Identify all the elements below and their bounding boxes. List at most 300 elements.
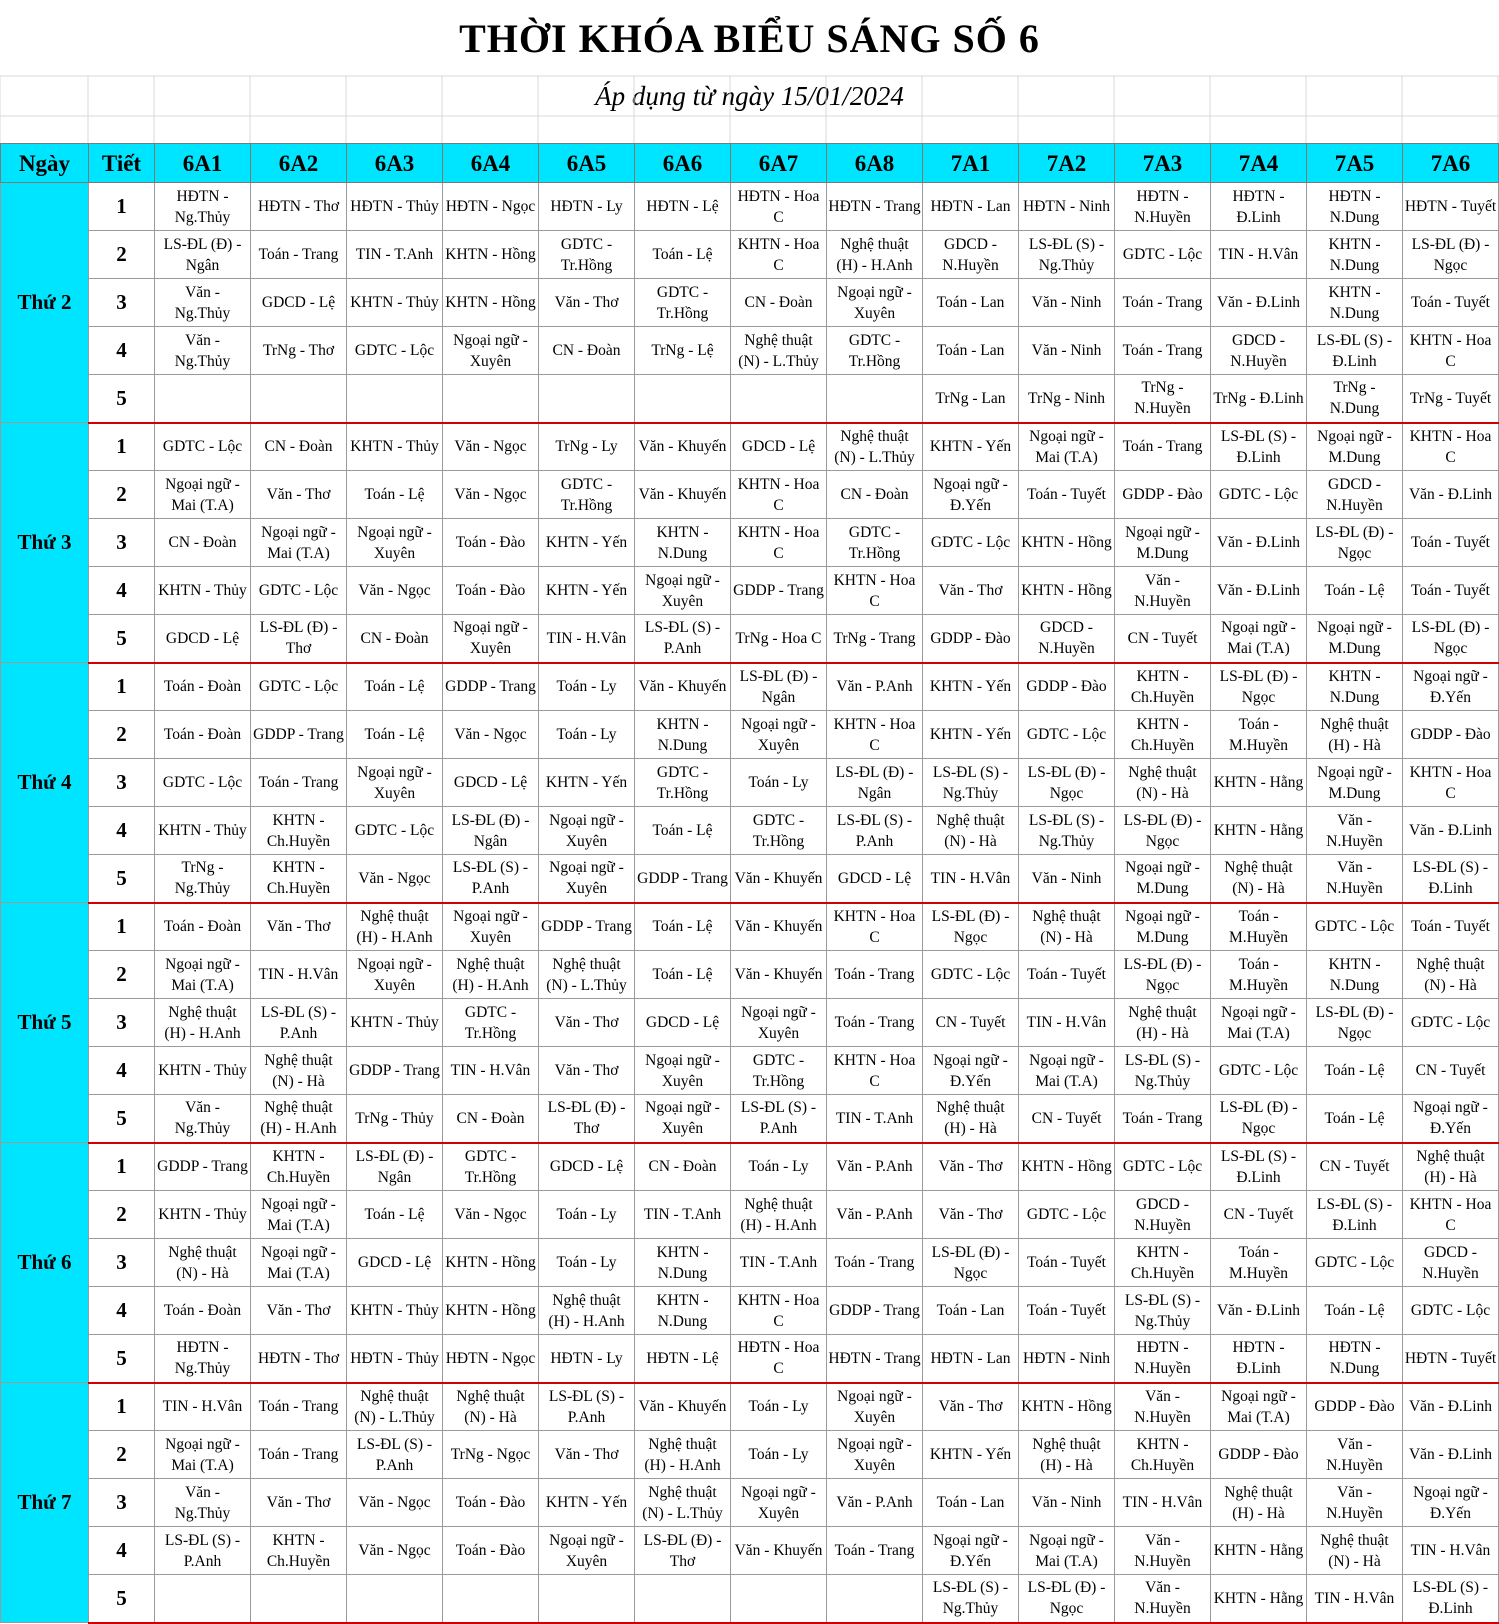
day-cell[interactable]: Thứ 3 <box>1 423 89 663</box>
lesson-cell[interactable]: Toán - Ly <box>539 663 635 711</box>
lesson-cell[interactable]: Ngoại ngữ - Xuyên <box>539 807 635 855</box>
header-period[interactable]: Tiết <box>89 144 155 183</box>
lesson-cell[interactable]: Ngoại ngữ - Xuyên <box>347 951 443 999</box>
lesson-cell[interactable]: LS-ĐL (S) - Ng.Thủy <box>1019 231 1115 279</box>
lesson-cell[interactable]: Văn - P.Anh <box>827 1191 923 1239</box>
lesson-cell[interactable]: Nghệ thuật (H) - Hà <box>1115 999 1211 1047</box>
lesson-cell[interactable]: GDCD - Lệ <box>827 855 923 903</box>
lesson-cell[interactable]: HĐTN - Đ.Linh <box>1211 1335 1307 1383</box>
lesson-cell[interactable]: KHTN - Thủy <box>347 423 443 471</box>
header-class-7a3[interactable]: 7A3 <box>1115 144 1211 183</box>
lesson-cell[interactable]: TIN - H.Vân <box>539 615 635 663</box>
lesson-cell[interactable]: KHTN - Hoa C <box>731 471 827 519</box>
lesson-cell[interactable] <box>539 375 635 423</box>
lesson-cell[interactable]: LS-ĐL (Đ) - Ngọc <box>1019 1575 1115 1623</box>
lesson-cell[interactable]: HĐTN - Lệ <box>635 183 731 231</box>
lesson-cell[interactable]: Ngoại ngữ - M.Dung <box>1115 903 1211 951</box>
lesson-cell[interactable]: Toán - Lệ <box>635 231 731 279</box>
lesson-cell[interactable]: KHTN - Thủy <box>155 1191 251 1239</box>
lesson-cell[interactable]: Văn - Ninh <box>1019 1479 1115 1527</box>
lesson-cell[interactable]: KHTN - Yến <box>923 663 1019 711</box>
lesson-cell[interactable]: HĐTN - Ngọc <box>443 1335 539 1383</box>
lesson-cell[interactable]: KHTN - N.Dung <box>1307 951 1403 999</box>
lesson-cell[interactable]: HĐTN - Ly <box>539 1335 635 1383</box>
lesson-cell[interactable]: Văn - N.Huyền <box>1115 1383 1211 1431</box>
day-cell[interactable]: Thứ 4 <box>1 663 89 903</box>
period-number-cell[interactable]: 1 <box>89 1383 155 1431</box>
header-class-6a3[interactable]: 6A3 <box>347 144 443 183</box>
lesson-cell[interactable]: CN - Đoàn <box>347 615 443 663</box>
header-day[interactable]: Ngày <box>1 144 89 183</box>
lesson-cell[interactable]: LS-ĐL (Đ) - Ngọc <box>1115 951 1211 999</box>
lesson-cell[interactable]: Toán - Lệ <box>1307 1095 1403 1143</box>
period-number-cell[interactable]: 4 <box>89 1527 155 1575</box>
lesson-cell[interactable]: TrNg - Lệ <box>635 327 731 375</box>
lesson-cell[interactable]: Nghệ thuật (H) - H.Anh <box>827 231 923 279</box>
lesson-cell[interactable]: Văn - Ng.Thủy <box>155 279 251 327</box>
lesson-cell[interactable] <box>731 375 827 423</box>
lesson-cell[interactable]: Văn - Đ.Linh <box>1211 519 1307 567</box>
lesson-cell[interactable]: Toán - Lệ <box>1307 1287 1403 1335</box>
lesson-cell[interactable]: HĐTN - Lệ <box>635 1335 731 1383</box>
lesson-cell[interactable]: HĐTN - Thơ <box>251 183 347 231</box>
lesson-cell[interactable]: Toán - Trang <box>827 1239 923 1287</box>
period-number-cell[interactable]: 5 <box>89 1335 155 1383</box>
lesson-cell[interactable]: TrNg - Trang <box>827 615 923 663</box>
header-class-6a5[interactable]: 6A5 <box>539 144 635 183</box>
lesson-cell[interactable]: Nghệ thuật (N) - L.Thủy <box>635 1479 731 1527</box>
lesson-cell[interactable]: KHTN - N.Dung <box>1307 231 1403 279</box>
lesson-cell[interactable]: Văn - Ngọc <box>443 711 539 759</box>
lesson-cell[interactable]: LS-ĐL (Đ) - Ngân <box>155 231 251 279</box>
lesson-cell[interactable]: KHTN - Hoa C <box>827 903 923 951</box>
lesson-cell[interactable]: HĐTN - Ly <box>539 183 635 231</box>
period-number-cell[interactable]: 1 <box>89 423 155 471</box>
lesson-cell[interactable]: LS-ĐL (S) - Đ.Linh <box>1211 1143 1307 1191</box>
lesson-cell[interactable]: GDCD - Lệ <box>731 423 827 471</box>
lesson-cell[interactable]: Toán - Lệ <box>347 1191 443 1239</box>
lesson-cell[interactable]: Nghệ thuật (H) - Hà <box>1307 711 1403 759</box>
lesson-cell[interactable]: GDTC - Lộc <box>155 423 251 471</box>
lesson-cell[interactable]: Nghệ thuật (N) - Hà <box>1115 759 1211 807</box>
lesson-cell[interactable]: HĐTN - Tuyết <box>1403 183 1499 231</box>
lesson-cell[interactable]: KHTN - Hoa C <box>1403 327 1499 375</box>
lesson-cell[interactable]: KHTN - N.Dung <box>635 711 731 759</box>
lesson-cell[interactable]: Toán - Trang <box>1115 279 1211 327</box>
lesson-cell[interactable]: Văn - Ninh <box>1019 279 1115 327</box>
lesson-cell[interactable]: Văn - Ngọc <box>347 1479 443 1527</box>
lesson-cell[interactable]: Văn - N.Huyền <box>1115 1575 1211 1623</box>
lesson-cell[interactable]: KHTN - Ch.Huyền <box>251 855 347 903</box>
lesson-cell[interactable]: KHTN - Hồng <box>443 279 539 327</box>
header-class-6a8[interactable]: 6A8 <box>827 144 923 183</box>
lesson-cell[interactable]: Ngoại ngữ - Mai (T.A) <box>1211 615 1307 663</box>
lesson-cell[interactable]: HĐTN - Lan <box>923 1335 1019 1383</box>
lesson-cell[interactable]: Nghệ thuật (H) - H.Anh <box>443 951 539 999</box>
lesson-cell[interactable]: Ngoại ngữ - Mai (T.A) <box>1019 423 1115 471</box>
lesson-cell[interactable]: GDCD - Lệ <box>251 279 347 327</box>
lesson-cell[interactable]: TIN - T.Anh <box>827 1095 923 1143</box>
lesson-cell[interactable]: Toán - Lan <box>923 279 1019 327</box>
lesson-cell[interactable]: GDTC - Lộc <box>155 759 251 807</box>
lesson-cell[interactable]: HĐTN - Thơ <box>251 1335 347 1383</box>
lesson-cell[interactable]: Văn - Thơ <box>251 903 347 951</box>
lesson-cell[interactable]: Văn - Ninh <box>1019 327 1115 375</box>
lesson-cell[interactable]: KHTN - Hằng <box>1211 759 1307 807</box>
lesson-cell[interactable] <box>827 375 923 423</box>
lesson-cell[interactable]: KHTN - Hồng <box>1019 1143 1115 1191</box>
lesson-cell[interactable]: Toán - Ly <box>731 1431 827 1479</box>
lesson-cell[interactable]: Toán - Tuyết <box>1403 567 1499 615</box>
lesson-cell[interactable]: TrNg - Tuyết <box>1403 375 1499 423</box>
lesson-cell[interactable]: TrNg - Ng.Thủy <box>155 855 251 903</box>
lesson-cell[interactable]: Nghệ thuật (N) - L.Thủy <box>539 951 635 999</box>
lesson-cell[interactable]: GDTC - Lộc <box>251 567 347 615</box>
lesson-cell[interactable]: Ngoại ngữ - M.Dung <box>1307 759 1403 807</box>
lesson-cell[interactable]: Toán - Đoàn <box>155 711 251 759</box>
header-class-7a1[interactable]: 7A1 <box>923 144 1019 183</box>
lesson-cell[interactable]: Ngoại ngữ - Mai (T.A) <box>1019 1527 1115 1575</box>
day-cell[interactable]: Thứ 5 <box>1 903 89 1143</box>
lesson-cell[interactable]: Toán - Lệ <box>635 951 731 999</box>
lesson-cell[interactable]: Văn - Ngọc <box>347 1527 443 1575</box>
lesson-cell[interactable]: Văn - Ngọc <box>347 567 443 615</box>
lesson-cell[interactable]: Văn - Ng.Thủy <box>155 1095 251 1143</box>
lesson-cell[interactable]: Văn - Ngọc <box>443 423 539 471</box>
lesson-cell[interactable] <box>155 375 251 423</box>
lesson-cell[interactable]: Ngoại ngữ - Xuyên <box>827 1431 923 1479</box>
lesson-cell[interactable]: Văn - Ninh <box>1019 855 1115 903</box>
lesson-cell[interactable]: Văn - Thơ <box>923 1383 1019 1431</box>
lesson-cell[interactable]: TrNg - Ninh <box>1019 375 1115 423</box>
period-number-cell[interactable]: 1 <box>89 903 155 951</box>
lesson-cell[interactable]: CN - Đoàn <box>635 1143 731 1191</box>
lesson-cell[interactable]: Ngoại ngữ - M.Dung <box>1307 423 1403 471</box>
lesson-cell[interactable]: LS-ĐL (Đ) - Thơ <box>539 1095 635 1143</box>
day-cell[interactable]: Thứ 2 <box>1 183 89 423</box>
lesson-cell[interactable]: KHTN - Yến <box>923 711 1019 759</box>
lesson-cell[interactable]: Nghệ thuật (H) - H.Anh <box>155 999 251 1047</box>
period-number-cell[interactable]: 4 <box>89 1287 155 1335</box>
lesson-cell[interactable]: Toán - Trang <box>1115 423 1211 471</box>
lesson-cell[interactable]: GDCD - N.Huyền <box>1211 327 1307 375</box>
lesson-cell[interactable]: TrNg - Đ.Linh <box>1211 375 1307 423</box>
lesson-cell[interactable]: Ngoại ngữ - Mai (T.A) <box>1019 1047 1115 1095</box>
header-class-7a6[interactable]: 7A6 <box>1403 144 1499 183</box>
lesson-cell[interactable]: Ngoại ngữ - Xuyên <box>347 759 443 807</box>
period-number-cell[interactable]: 2 <box>89 1431 155 1479</box>
lesson-cell[interactable]: Ngoại ngữ - Đ.Yến <box>1403 1095 1499 1143</box>
lesson-cell[interactable]: LS-ĐL (S) - P.Anh <box>635 615 731 663</box>
lesson-cell[interactable]: GDTC - Lộc <box>1211 471 1307 519</box>
lesson-cell[interactable]: KHTN - Hoa C <box>1403 423 1499 471</box>
lesson-cell[interactable]: LS-ĐL (S) - P.Anh <box>155 1527 251 1575</box>
lesson-cell[interactable]: Toán - Đoàn <box>155 903 251 951</box>
lesson-cell[interactable]: LS-ĐL (Đ) - Ngọc <box>1211 1095 1307 1143</box>
lesson-cell[interactable]: TrNg - Hoa C <box>731 615 827 663</box>
lesson-cell[interactable]: Nghệ thuật (N) - Hà <box>1211 855 1307 903</box>
lesson-cell[interactable]: LS-ĐL (Đ) - Ngọc <box>1307 999 1403 1047</box>
lesson-cell[interactable]: Văn - Ngọc <box>443 471 539 519</box>
lesson-cell[interactable]: HĐTN - Hoa C <box>731 183 827 231</box>
lesson-cell[interactable]: GDCD - Lệ <box>155 615 251 663</box>
lesson-cell[interactable]: Toán - Ly <box>539 711 635 759</box>
lesson-cell[interactable]: GDTC - Tr.Hồng <box>827 327 923 375</box>
lesson-cell[interactable]: LS-ĐL (Đ) - Ngọc <box>1403 231 1499 279</box>
lesson-cell[interactable]: KHTN - Hoa C <box>827 711 923 759</box>
lesson-cell[interactable]: GDTC - Lộc <box>1019 1191 1115 1239</box>
lesson-cell[interactable]: Toán - Ly <box>731 1143 827 1191</box>
lesson-cell[interactable]: Văn - N.Huyền <box>1115 567 1211 615</box>
lesson-cell[interactable]: Nghệ thuật (N) - L.Thủy <box>347 1383 443 1431</box>
lesson-cell[interactable]: Văn - N.Huyền <box>1307 1479 1403 1527</box>
lesson-cell[interactable]: Ngoại ngữ - Xuyên <box>443 903 539 951</box>
lesson-cell[interactable]: Văn - Thơ <box>923 567 1019 615</box>
lesson-cell[interactable]: GDTC - Tr.Hồng <box>443 1143 539 1191</box>
lesson-cell[interactable]: Toán - Lan <box>923 327 1019 375</box>
lesson-cell[interactable]: GDTC - Lộc <box>347 807 443 855</box>
lesson-cell[interactable] <box>251 375 347 423</box>
lesson-cell[interactable]: Ngoại ngữ - Mai (T.A) <box>1211 1383 1307 1431</box>
lesson-cell[interactable]: GDCD - Lệ <box>539 1143 635 1191</box>
period-number-cell[interactable]: 4 <box>89 327 155 375</box>
lesson-cell[interactable]: GDDP - Trang <box>347 1047 443 1095</box>
lesson-cell[interactable]: Toán - M.Huyền <box>1211 903 1307 951</box>
lesson-cell[interactable]: Văn - N.Huyền <box>1115 1527 1211 1575</box>
lesson-cell[interactable]: HĐTN - Ngọc <box>443 183 539 231</box>
lesson-cell[interactable]: Ngoại ngữ - Mai (T.A) <box>251 1239 347 1287</box>
lesson-cell[interactable]: Ngoại ngữ - Đ.Yến <box>1403 663 1499 711</box>
lesson-cell[interactable]: GDTC - Tr.Hồng <box>539 231 635 279</box>
lesson-cell[interactable]: Văn - P.Anh <box>827 1479 923 1527</box>
lesson-cell[interactable]: Nghệ thuật (N) - Hà <box>1307 1527 1403 1575</box>
lesson-cell[interactable]: TIN - H.Vân <box>443 1047 539 1095</box>
lesson-cell[interactable]: KHTN - Hoa C <box>731 519 827 567</box>
lesson-cell[interactable]: Văn - N.Huyền <box>1307 855 1403 903</box>
lesson-cell[interactable]: LS-ĐL (Đ) - Ngọc <box>1019 759 1115 807</box>
lesson-cell[interactable]: Nghệ thuật (N) - Hà <box>1403 951 1499 999</box>
lesson-cell[interactable]: Văn - Khuyến <box>731 1527 827 1575</box>
lesson-cell[interactable]: Toán - Đào <box>443 1527 539 1575</box>
lesson-cell[interactable]: Ngoại ngữ - Đ.Yến <box>923 1527 1019 1575</box>
lesson-cell[interactable]: Ngoại ngữ - Xuyên <box>635 1095 731 1143</box>
lesson-cell[interactable]: Toán - Trang <box>251 1431 347 1479</box>
lesson-cell[interactable]: TrNg - N.Dung <box>1307 375 1403 423</box>
lesson-cell[interactable]: Nghệ thuật (H) - Hà <box>1019 1431 1115 1479</box>
header-class-7a2[interactable]: 7A2 <box>1019 144 1115 183</box>
lesson-cell[interactable]: Nghệ thuật (N) - L.Thủy <box>827 423 923 471</box>
lesson-cell[interactable]: Ngoại ngữ - Mai (T.A) <box>155 471 251 519</box>
lesson-cell[interactable]: HĐTN - N.Dung <box>1307 1335 1403 1383</box>
lesson-cell[interactable]: KHTN - Hoa C <box>731 231 827 279</box>
lesson-cell[interactable]: KHTN - Ch.Huyền <box>1115 1239 1211 1287</box>
lesson-cell[interactable]: LS-ĐL (S) - Ng.Thủy <box>1115 1287 1211 1335</box>
lesson-cell[interactable]: GDCD - N.Huyền <box>923 231 1019 279</box>
lesson-cell[interactable]: KHTN - Hoa C <box>1403 1191 1499 1239</box>
lesson-cell[interactable]: LS-ĐL (Đ) - Thơ <box>251 615 347 663</box>
lesson-cell[interactable]: Văn - Khuyến <box>731 855 827 903</box>
lesson-cell[interactable]: Toán - M.Huyền <box>1211 711 1307 759</box>
lesson-cell[interactable] <box>635 375 731 423</box>
lesson-cell[interactable]: Ngoại ngữ - Xuyên <box>731 999 827 1047</box>
period-number-cell[interactable]: 2 <box>89 1191 155 1239</box>
lesson-cell[interactable]: Toán - Tuyết <box>1019 471 1115 519</box>
lesson-cell[interactable]: Toán - Ly <box>539 1191 635 1239</box>
lesson-cell[interactable]: Nghệ thuật (N) - Hà <box>251 1047 347 1095</box>
lesson-cell[interactable] <box>539 1575 635 1623</box>
lesson-cell[interactable]: Toán - Ly <box>539 1239 635 1287</box>
lesson-cell[interactable]: Ngoại ngữ - M.Dung <box>1307 615 1403 663</box>
lesson-cell[interactable]: TIN - T.Anh <box>635 1191 731 1239</box>
lesson-cell[interactable]: GDTC - Lộc <box>1403 1287 1499 1335</box>
lesson-cell[interactable]: KHTN - Hồng <box>443 231 539 279</box>
lesson-cell[interactable]: Nghệ thuật (H) - H.Anh <box>539 1287 635 1335</box>
lesson-cell[interactable]: GDDP - Trang <box>539 903 635 951</box>
lesson-cell[interactable]: Văn - Khuyến <box>635 471 731 519</box>
lesson-cell[interactable]: Toán - Trang <box>251 1383 347 1431</box>
lesson-cell[interactable]: GDCD - Lệ <box>347 1239 443 1287</box>
lesson-cell[interactable]: LS-ĐL (Đ) - Ngân <box>827 759 923 807</box>
lesson-cell[interactable]: GDTC - Tr.Hồng <box>443 999 539 1047</box>
lesson-cell[interactable]: TrNg - Ly <box>539 423 635 471</box>
lesson-cell[interactable]: Ngoại ngữ - Đ.Yến <box>923 1047 1019 1095</box>
lesson-cell[interactable]: Văn - Khuyến <box>635 663 731 711</box>
lesson-cell[interactable]: CN - Đoàn <box>443 1095 539 1143</box>
lesson-cell[interactable]: KHTN - Ch.Huyền <box>251 807 347 855</box>
lesson-cell[interactable]: Toán - Ly <box>731 1383 827 1431</box>
lesson-cell[interactable]: TIN - H.Vân <box>1211 231 1307 279</box>
lesson-cell[interactable]: Toán - M.Huyền <box>1211 1239 1307 1287</box>
lesson-cell[interactable]: TIN - H.Vân <box>1307 1575 1403 1623</box>
lesson-cell[interactable]: LS-ĐL (S) - P.Anh <box>731 1095 827 1143</box>
lesson-cell[interactable]: Ngoại ngữ - Mai (T.A) <box>155 951 251 999</box>
lesson-cell[interactable]: Toán - Tuyết <box>1403 903 1499 951</box>
period-number-cell[interactable]: 3 <box>89 1479 155 1527</box>
lesson-cell[interactable]: Toán - Tuyết <box>1019 951 1115 999</box>
lesson-cell[interactable]: Văn - Thơ <box>251 1479 347 1527</box>
lesson-cell[interactable]: CN - Tuyết <box>1115 615 1211 663</box>
lesson-cell[interactable]: Văn - P.Anh <box>827 1143 923 1191</box>
lesson-cell[interactable]: GDDP - Trang <box>155 1143 251 1191</box>
lesson-cell[interactable]: GDCD - N.Huyền <box>1115 1191 1211 1239</box>
lesson-cell[interactable]: CN - Tuyết <box>1211 1191 1307 1239</box>
lesson-cell[interactable]: HĐTN - Ninh <box>1019 1335 1115 1383</box>
lesson-cell[interactable]: KHTN - Hoa C <box>827 567 923 615</box>
lesson-cell[interactable]: Văn - Thơ <box>251 471 347 519</box>
lesson-cell[interactable]: Toán - Ly <box>731 759 827 807</box>
period-number-cell[interactable]: 2 <box>89 951 155 999</box>
lesson-cell[interactable]: Nghệ thuật (N) - Hà <box>923 807 1019 855</box>
lesson-cell[interactable]: KHTN - Hoa C <box>827 1047 923 1095</box>
lesson-cell[interactable]: Toán - M.Huyền <box>1211 951 1307 999</box>
lesson-cell[interactable]: LS-ĐL (S) - Đ.Linh <box>1403 1575 1499 1623</box>
lesson-cell[interactable]: Nghệ thuật (H) - Hà <box>1403 1143 1499 1191</box>
lesson-cell[interactable]: CN - Tuyết <box>1019 1095 1115 1143</box>
lesson-cell[interactable]: HĐTN - N.Huyền <box>1115 1335 1211 1383</box>
lesson-cell[interactable]: KHTN - Yến <box>539 519 635 567</box>
lesson-cell[interactable]: GDDP - Đào <box>923 615 1019 663</box>
lesson-cell[interactable]: KHTN - N.Dung <box>1307 663 1403 711</box>
lesson-cell[interactable]: Toán - Đoàn <box>155 663 251 711</box>
lesson-cell[interactable]: Văn - Ng.Thủy <box>155 1479 251 1527</box>
period-number-cell[interactable]: 3 <box>89 1239 155 1287</box>
lesson-cell[interactable]: GDCD - Lệ <box>635 999 731 1047</box>
lesson-cell[interactable]: HĐTN - Ng.Thủy <box>155 183 251 231</box>
lesson-cell[interactable]: Nghệ thuật (H) - H.Anh <box>635 1431 731 1479</box>
lesson-cell[interactable]: GDDP - Trang <box>827 1287 923 1335</box>
lesson-cell[interactable]: Văn - Khuyến <box>731 903 827 951</box>
lesson-cell[interactable]: TrNg - Lan <box>923 375 1019 423</box>
lesson-cell[interactable]: CN - Tuyết <box>1403 1047 1499 1095</box>
lesson-cell[interactable]: Toán - Lệ <box>635 903 731 951</box>
lesson-cell[interactable]: Toán - Lệ <box>347 471 443 519</box>
period-number-cell[interactable]: 5 <box>89 855 155 903</box>
lesson-cell[interactable]: LS-ĐL (S) - Đ.Linh <box>1403 855 1499 903</box>
lesson-cell[interactable]: TIN - H.Vân <box>1403 1527 1499 1575</box>
lesson-cell[interactable]: CN - Tuyết <box>923 999 1019 1047</box>
lesson-cell[interactable]: Toán - Trang <box>251 231 347 279</box>
lesson-cell[interactable]: Toán - Lệ <box>1307 567 1403 615</box>
lesson-cell[interactable]: Văn - Đ.Linh <box>1211 279 1307 327</box>
day-cell[interactable]: Thứ 7 <box>1 1383 89 1623</box>
lesson-cell[interactable]: GDTC - Tr.Hồng <box>827 519 923 567</box>
lesson-cell[interactable]: HĐTN - Trang <box>827 1335 923 1383</box>
lesson-cell[interactable]: Ngoại ngữ - Mai (T.A) <box>251 519 347 567</box>
lesson-cell[interactable]: Văn - Khuyến <box>635 1383 731 1431</box>
lesson-cell[interactable]: LS-ĐL (Đ) - Ngọc <box>923 903 1019 951</box>
lesson-cell[interactable]: LS-ĐL (S) - Đ.Linh <box>1211 423 1307 471</box>
lesson-cell[interactable]: KHTN - N.Dung <box>1307 279 1403 327</box>
lesson-cell[interactable]: Toán - Tuyết <box>1403 519 1499 567</box>
lesson-cell[interactable]: Ngoại ngữ - Xuyên <box>635 567 731 615</box>
lesson-cell[interactable]: Ngoại ngữ - Xuyên <box>347 519 443 567</box>
period-number-cell[interactable]: 4 <box>89 567 155 615</box>
lesson-cell[interactable]: GDTC - Lộc <box>1115 231 1211 279</box>
header-class-6a7[interactable]: 6A7 <box>731 144 827 183</box>
header-class-6a6[interactable]: 6A6 <box>635 144 731 183</box>
lesson-cell[interactable]: KHTN - Hằng <box>1211 807 1307 855</box>
lesson-cell[interactable]: Văn - Thơ <box>539 279 635 327</box>
lesson-cell[interactable] <box>635 1575 731 1623</box>
header-class-6a4[interactable]: 6A4 <box>443 144 539 183</box>
lesson-cell[interactable]: GDTC - Tr.Hồng <box>635 279 731 327</box>
lesson-cell[interactable]: Ngoại ngữ - Xuyên <box>443 615 539 663</box>
lesson-cell[interactable]: GDCD - Lệ <box>443 759 539 807</box>
lesson-cell[interactable]: LS-ĐL (Đ) - Ngọc <box>1403 615 1499 663</box>
lesson-cell[interactable]: LS-ĐL (S) - Ng.Thủy <box>1019 807 1115 855</box>
lesson-cell[interactable]: Văn - Đ.Linh <box>1211 1287 1307 1335</box>
lesson-cell[interactable]: Văn - Thơ <box>923 1143 1019 1191</box>
lesson-cell[interactable]: LS-ĐL (S) - P.Anh <box>251 999 347 1047</box>
lesson-cell[interactable]: TIN - H.Vân <box>251 951 347 999</box>
lesson-cell[interactable]: Văn - Đ.Linh <box>1403 807 1499 855</box>
lesson-cell[interactable]: Văn - Đ.Linh <box>1403 1431 1499 1479</box>
period-number-cell[interactable]: 3 <box>89 759 155 807</box>
lesson-cell[interactable]: Văn - Khuyến <box>635 423 731 471</box>
lesson-cell[interactable] <box>155 1575 251 1623</box>
lesson-cell[interactable]: KHTN - Hồng <box>1019 1383 1115 1431</box>
lesson-cell[interactable]: GDCD - N.Huyền <box>1307 471 1403 519</box>
lesson-cell[interactable]: HĐTN - Lan <box>923 183 1019 231</box>
lesson-cell[interactable]: Văn - Đ.Linh <box>1403 1383 1499 1431</box>
lesson-cell[interactable]: LS-ĐL (Đ) - Ngân <box>731 663 827 711</box>
lesson-cell[interactable]: LS-ĐL (Đ) - Ngọc <box>1307 519 1403 567</box>
lesson-cell[interactable]: KHTN - Ch.Huyền <box>251 1143 347 1191</box>
lesson-cell[interactable]: Toán - Tuyết <box>1403 279 1499 327</box>
lesson-cell[interactable]: GDDP - Trang <box>443 663 539 711</box>
lesson-cell[interactable]: KHTN - Thủy <box>155 1047 251 1095</box>
period-number-cell[interactable]: 5 <box>89 1575 155 1623</box>
